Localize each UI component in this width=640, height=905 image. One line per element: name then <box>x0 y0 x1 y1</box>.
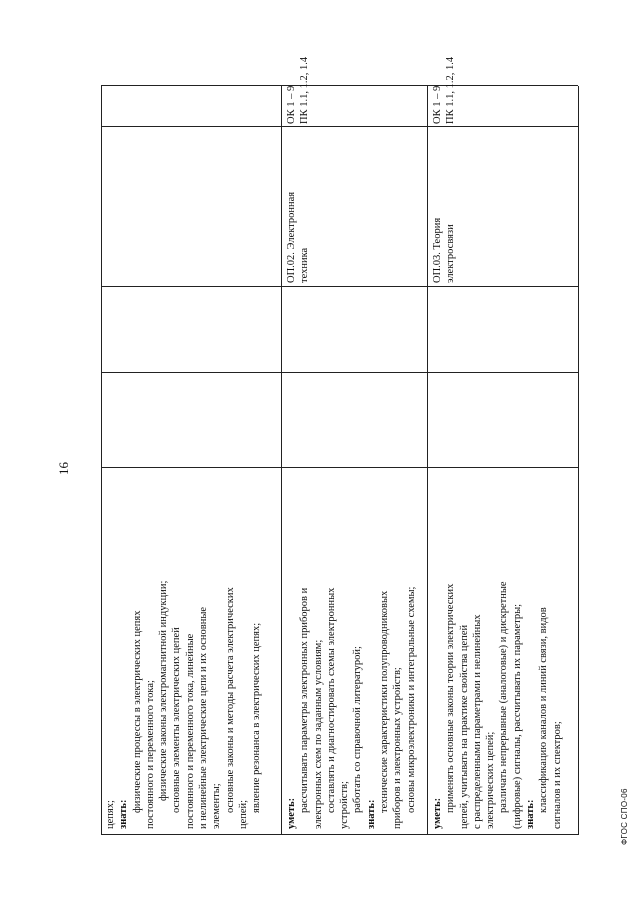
skill-line: основные элементы электрических цепей <box>171 627 183 813</box>
skill-heading: знать: <box>525 799 537 829</box>
col-divider-4 <box>101 126 578 127</box>
row2-discipline-cell <box>285 192 312 283</box>
skill-line: классификацию каналов и линий связи, видов <box>538 607 550 813</box>
col-divider-2 <box>101 372 578 373</box>
skill-line: различать непрерывные (аналоговые) и дискретные <box>498 581 510 813</box>
row1-skills-cell <box>104 581 264 829</box>
skill-line: постоянного и переменного тока; <box>144 680 156 829</box>
skill-heading: знать: <box>118 799 130 829</box>
skill-line: цепях; <box>105 800 116 829</box>
row-divider-2 <box>427 86 428 835</box>
skill-line: с распределенными параметрами и нелинейных <box>471 614 483 829</box>
row3-skills-cell <box>431 581 564 829</box>
skill-line: основы микроэлектроники и интегральные схемы; <box>405 586 417 813</box>
discipline-name: электросвязи <box>445 224 457 283</box>
skill-line: электрических цепей; <box>485 731 497 829</box>
skill-heading: уметь: <box>286 797 297 829</box>
skill-line: рассчитывать параметры электронных приборов и <box>299 587 311 813</box>
table-border-bottom <box>578 86 579 835</box>
table-border-left <box>101 834 578 835</box>
table-border-top <box>101 86 102 835</box>
page-number: 16 <box>56 462 71 475</box>
skill-line: приборов и электронных устройств; <box>392 667 404 829</box>
skill-line: сигналов и их спектров; <box>551 721 563 829</box>
row2-skills-cell <box>285 587 418 829</box>
discipline-name: ОП.02. Электронная <box>286 191 297 283</box>
competency-codes: ПК 1.1, 1.2, 1.4 <box>445 56 457 124</box>
skill-line: элементы; <box>211 783 223 829</box>
competency-codes: ОК 1 – 9 <box>432 85 443 124</box>
discipline-name: техника <box>299 247 311 283</box>
skill-line: физические законы электромагнитной индукции; <box>158 580 170 801</box>
skill-line: цепей, учитывать на практике свойства цепей <box>458 624 470 829</box>
skill-line: (цифровые) сигналы, рассчитывать их параметры; <box>511 603 523 829</box>
skill-line: электронных схем по заданным условиям; <box>312 639 324 829</box>
skill-line: основные законы и методы расчета электрических <box>224 587 236 813</box>
footer-label: ФГОС СПО-06 <box>620 788 629 845</box>
skill-line: составлять и диагностировать схемы электронных <box>325 587 337 813</box>
skill-line: устройств; <box>339 781 351 829</box>
skill-line: применять основные законы теории электрических <box>445 583 457 813</box>
row-divider-1 <box>281 86 282 835</box>
skill-line: и нелинейные электрические цепи и их основные <box>198 606 210 829</box>
discipline-name: ОП.03. Теория <box>432 217 443 283</box>
skill-line: технические характеристики полупроводниковых <box>379 590 391 813</box>
skill-heading: уметь: <box>432 797 443 829</box>
skill-line: явление резонанса в электрических цепях; <box>251 622 263 813</box>
row3-competencies-cell <box>431 57 458 124</box>
col-divider-3 <box>101 286 578 287</box>
skill-line: постоянного и переменного тока, линейные <box>184 633 196 829</box>
row3-discipline-cell <box>431 218 458 283</box>
skill-line: работать со справочной литературой; <box>352 646 364 813</box>
skill-line: цепей; <box>237 799 249 829</box>
table-border-right <box>101 85 578 86</box>
competency-codes: ОК 1 – 9 <box>286 85 297 124</box>
skill-line: физические процессы в электрических цепях <box>131 610 143 813</box>
skill-heading: знать: <box>365 799 377 829</box>
row2-competencies-cell <box>285 57 312 124</box>
competency-codes: ПК 1.1, 1.2, 1.4 <box>299 56 311 124</box>
col-divider-1 <box>101 467 578 468</box>
